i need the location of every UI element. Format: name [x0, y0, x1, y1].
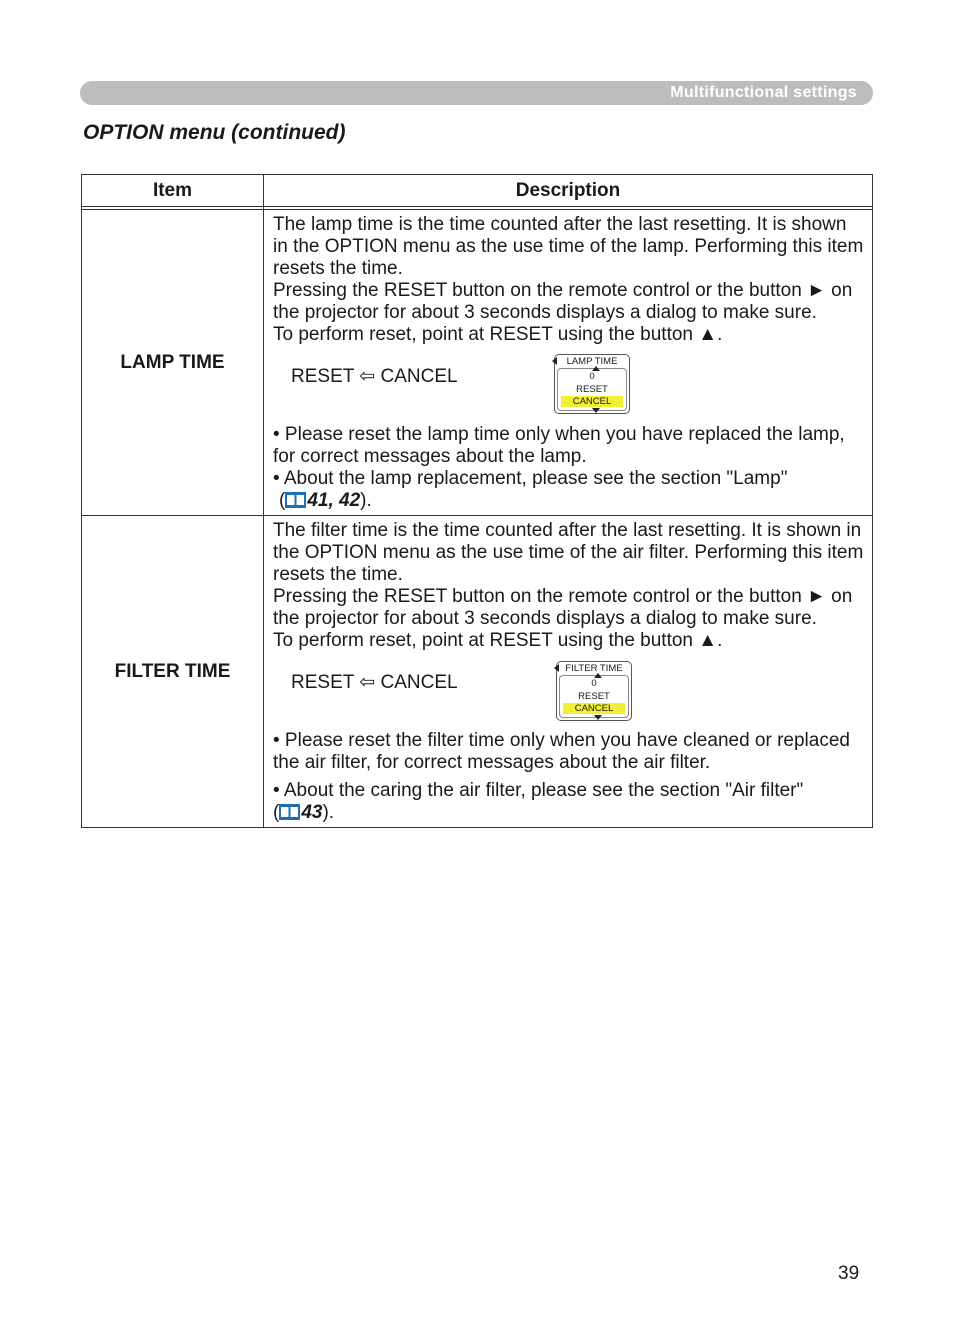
reference-line: [273, 802, 864, 824]
book-icon: [285, 492, 306, 508]
column-header-description: Description: [264, 175, 873, 207]
dialog-reset-option[interactable]: RESET: [578, 691, 610, 702]
table-header-row: [82, 175, 873, 207]
dialog-cancel-option[interactable]: CANCEL: [563, 703, 625, 714]
down-arrow-icon: [592, 408, 600, 413]
description-paragraph: The filter time is the time counted after the last resetting. It is shown in the OPTION menu as the use time of the air filter. Performing this item resets the time.: [273, 520, 864, 585]
dialog-reset-option[interactable]: RESET: [576, 384, 608, 395]
description-paragraph: To perform reset, point at RESET using the button ▲.: [273, 324, 723, 345]
filter-time-dialog: [556, 661, 632, 721]
item-description: [264, 210, 873, 516]
dialog-caption: RESET ⇦ CANCEL: [291, 366, 458, 387]
page-reference-link[interactable]: 41, 42: [307, 490, 361, 511]
dialog-body: [559, 675, 629, 718]
note-paragraph: • About the lamp replacement, please see the section "Lamp": [273, 468, 788, 489]
table-row-lamp-time: [82, 210, 873, 516]
dialog-body: [557, 368, 627, 411]
dialog-value: 0: [591, 678, 597, 689]
dialog-title: FILTER TIME: [565, 663, 623, 674]
description-paragraph: To perform reset, point at RESET using the button ▲.: [273, 630, 723, 651]
description-paragraph: The lamp time is the time counted after the last resetting. It is shown in the OPTION menu as the use time of the lamp. Performing this item resets the time.: [273, 214, 864, 279]
page-title: OPTION menu (continued): [83, 121, 346, 144]
dialog-caption: RESET ⇦ CANCEL: [291, 672, 458, 693]
note-paragraph: • Please reset the lamp time only when you have replaced the lamp, for correct messages about the lamp.: [273, 424, 845, 467]
note-paragraph: • Please reset the filter time only when you have cleaned or replaced the air filter, for correct messages about the air filter.: [273, 730, 850, 773]
ref-open: (: [279, 490, 286, 511]
page-number: 39: [838, 1263, 860, 1284]
section-header-label: Multifunctional settings: [670, 84, 857, 101]
section-header-bar: [80, 81, 873, 105]
down-arrow-icon: [594, 715, 602, 720]
dialog-title: LAMP TIME: [566, 356, 618, 367]
description-paragraph: Pressing the RESET button on the remote control or the button ► on the projector for about 3 seconds displays a dialog to make sure.: [273, 280, 853, 323]
reset-dialog-row: [273, 658, 864, 724]
description-paragraph: Pressing the RESET button on the remote control or the button ► on the projector for about 3 seconds displays a dialog to make sure.: [273, 586, 853, 629]
page-reference-link[interactable]: 43: [301, 802, 323, 823]
item-name: LAMP TIME: [82, 210, 264, 516]
dialog-value: 0: [589, 371, 595, 382]
option-table: [81, 174, 873, 828]
item-description: [264, 516, 873, 828]
book-icon: [279, 804, 300, 820]
reset-dialog-row: [273, 352, 864, 418]
table-row-filter-time: [82, 516, 873, 828]
item-name: FILTER TIME: [82, 516, 264, 828]
ref-close: ).: [360, 490, 372, 511]
column-header-item: Item: [82, 175, 264, 207]
lamp-time-dialog: [554, 354, 630, 414]
ref-open: (: [273, 802, 280, 823]
reference-line: [273, 490, 864, 512]
dialog-cancel-option[interactable]: CANCEL: [561, 396, 623, 407]
note-paragraph: • About the caring the air filter, please see the section "Air filter": [273, 780, 804, 801]
ref-close: ).: [322, 802, 335, 823]
